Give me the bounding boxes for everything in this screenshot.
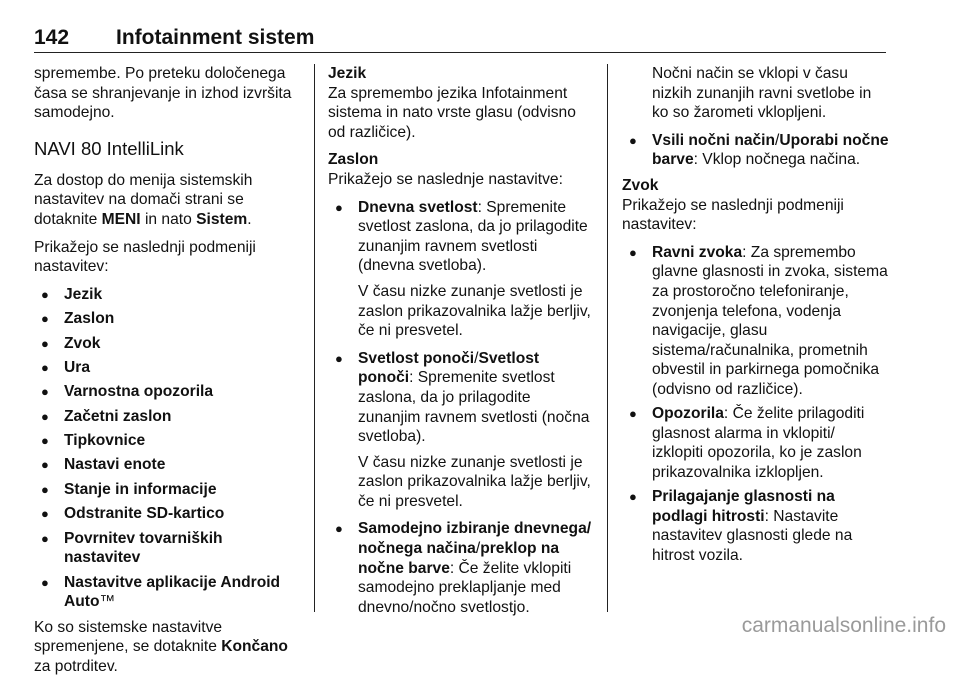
intro-text: spremembe. Po preteku določenega časa se shranjevanje in izhod izvršita samodejno. <box>34 65 292 122</box>
zvok-text: Prikažejo se naslednji podmeniji nastavitev: <box>622 196 844 234</box>
navi-heading: NAVI 80 IntelliLink <box>34 137 184 159</box>
zaslon-list <box>328 519 596 617</box>
column-2 <box>328 64 596 623</box>
list-item: ● Svetlost ponoči/Svetlost ponoči: Spremenite svetlost zaslona, da jo prilagodite zunanjim ravnem svetlosti (nočna svetloba). <box>328 349 596 447</box>
watermark: carmanualsonline.info <box>741 614 946 637</box>
column-1 <box>34 64 302 685</box>
list-item: ● Varnostna opozorila <box>34 382 302 402</box>
list-item: ● Nastavi enote <box>34 455 302 475</box>
jezik-title: Jezik <box>328 65 367 82</box>
list-item: ● Zaslon <box>34 309 302 329</box>
zvok-list <box>622 243 890 566</box>
list-item: ● Samodejno izbiranje dnevnega/ nočnega načina/preklop na nočne barve: Če želite vklopiti samodejno preklapljanje med dnevno/nočno svetlostjo. <box>328 519 596 617</box>
list-item: ● Povrnitev tovarniških nastavitev <box>34 529 302 568</box>
list-item: ● Začetni zaslon <box>34 407 302 427</box>
menu-access-text: Za dostop do menija sistemskih nastavitev na domači strani se dotaknite MENI in nato Sistem. <box>34 171 253 228</box>
list-item: ● Tipkovnice <box>34 431 302 451</box>
zaslon-list <box>328 349 596 447</box>
list-item: ● Odstranite SD-kartico <box>34 504 302 524</box>
jezik-text: Za spremembo jezika Infotainment sistema in nato vrste glasu (odvisno od različice). <box>328 84 576 141</box>
column-divider <box>607 64 608 612</box>
list-item: ● Nastavitve aplikacije Android Auto™ <box>34 573 302 612</box>
list-item: ● Ura <box>34 358 302 378</box>
list-item: ● Ravni zvoka: Za spremembo glavne glasnosti in zvoka, sistema za prostoročno telefoniranje, zvonjenja telefona, vodenja navigacije, glasu sistema/računalnika, prometnih obvestil in parkirnega pomočnika (odvisno od različice). <box>622 243 890 400</box>
column-divider <box>314 64 315 612</box>
column-3 <box>622 64 890 571</box>
zaslon-list <box>328 198 596 276</box>
list-item: ● Vsili nočni način/Uporabi nočne barve: Vklop nočnega načina. <box>622 131 890 170</box>
note-text: V času nizke zunanje svetlosti je zaslon prikazovalnika lažje berljiv, če ni presvetel. <box>358 453 591 510</box>
submenu-list <box>34 285 302 612</box>
list-item: ● Stanje in informacije <box>34 480 302 500</box>
list-item: ● Prilagajanje glasnosti na podlagi hitrosti: Nastavite nastavitev glasnosti glede na hitrost vozila. <box>622 487 890 565</box>
list-item: ● Dnevna svetlost: Spremenite svetlost zaslona, da jo prilagodite zunanjim ravnem svetlosti (dnevna svetloba). <box>328 198 596 276</box>
night-mode-text: Nočni način se vklopi v času nizkih zunanjih ravni svetlobe in ko so žarometi vklopljeni. <box>652 65 872 122</box>
zaslon-title: Zaslon <box>328 151 379 169</box>
note-text: V času nizke zunanje svetlosti je zaslon prikazovalnika lažje berljiv, če ni presvetel. <box>358 282 591 340</box>
page-number: 142 <box>34 26 70 49</box>
list-item: ● Zvok <box>34 334 302 354</box>
zaslon-text: Prikažejo se naslednje nastavitve: <box>328 170 563 188</box>
list-item: ● Jezik <box>34 285 302 305</box>
zvok-title: Zvok <box>622 176 659 194</box>
list-item: ● Opozorila: Če želite prilagoditi glasnost alarma in vklopiti/ izklopiti opozorila, ko je zaslon prikazovalnika izklopljen. <box>622 404 890 482</box>
section-title: Infotainment sistem <box>116 26 315 49</box>
confirm-text: Ko so sistemske nastavitve spremenjene, se dotaknite Končano za potrditev. <box>34 618 288 676</box>
night-list <box>622 131 890 170</box>
page-header <box>34 24 886 53</box>
submenu-intro: Prikažejo se naslednji podmeniji nastavitev: <box>34 238 256 276</box>
